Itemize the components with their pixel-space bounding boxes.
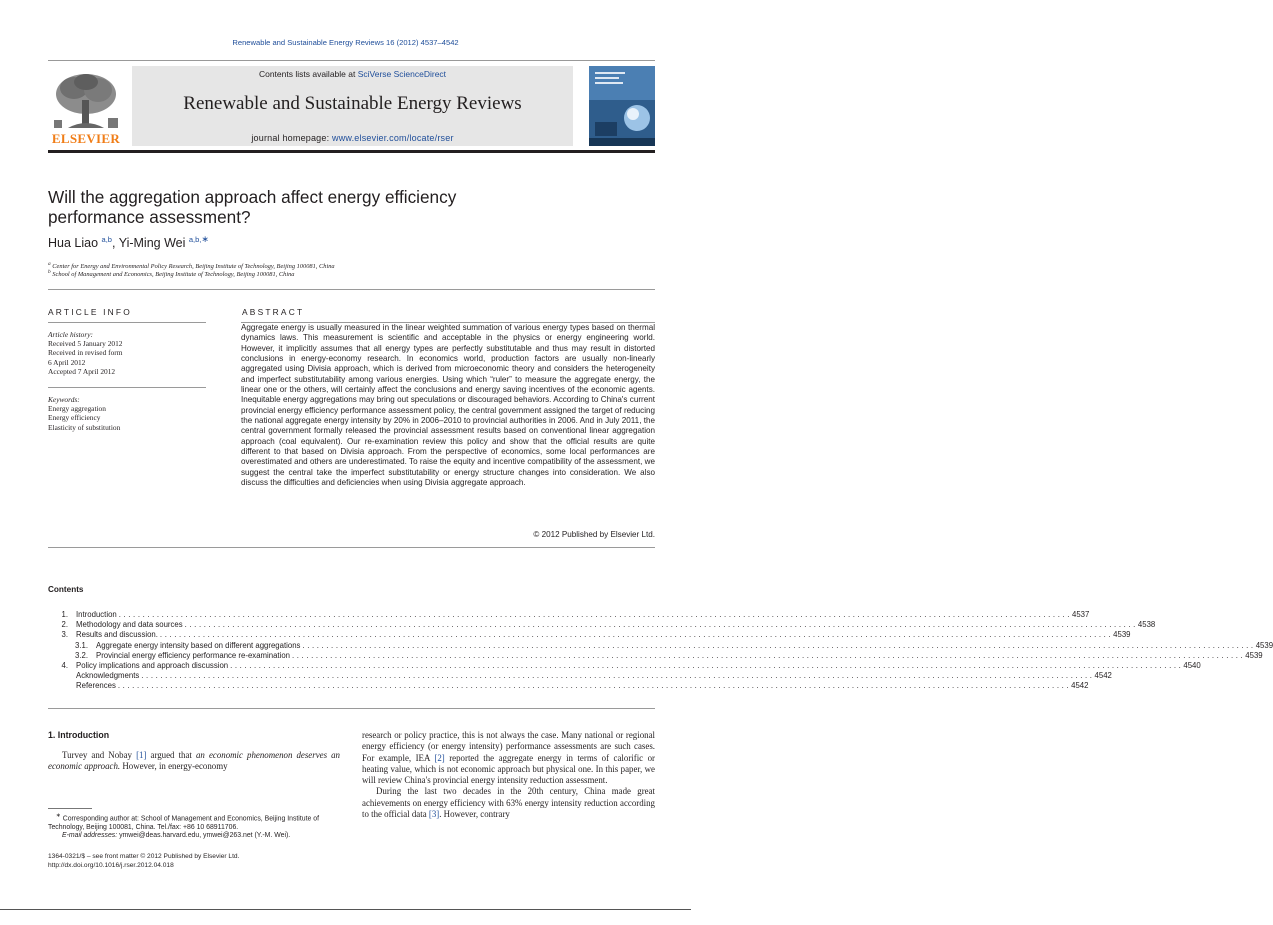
toc-page-number[interactable]: 4539 — [1113, 630, 1131, 640]
body-text: argued that — [146, 750, 196, 760]
toc-title[interactable]: Acknowledgments — [76, 671, 140, 681]
body-text: However, in energy-economy — [120, 761, 228, 772]
journal-homepage-line — [132, 133, 573, 143]
elsevier-wordmark: ELSEVIER — [51, 131, 121, 146]
author-wei[interactable]: Yi-Ming Wei — [118, 236, 186, 251]
footnote-email-label: E-mail addresses: — [62, 832, 118, 840]
abstract-text: Aggregate energy is usually measured in the linear weighted summation of various energy types based on thermal dynamics laws. This measurement is scientific and acceptable in the physics or energy engineering world. However, it implicitly assumes that all energy types are perfectly substitutable and thus may result in distorted conclusions in energy-economy research. In economics world, production factors are usually non-linearly aggregated using Divisia approach, which is derived from microeconomic theory and considers the heterogeneity and imperfect substitutability among various energies. Using which “ruler” to measure the aggregate energy, the linear one or the others, will certainly affect the conclusions and energy saving incentives of the economic agents. Inequitable energy aggregations may bring out speculations or discouraged behaviors. According to China's current provincial energy efficiency performance assessment policy, the central government assigned the target of reducing the national aggregate energy intensity by 20% in 2006–2010 to provincial authorities in 2006. And in July 2011, the central government formally released the provincial assessment results based on conventional linear aggregation approach (coal equivalent). Our re-examination review this policy and show that the official results are quite different to that based on Divisia approach. From the perspective of economics, some local performances are overestimated and others are underestimated. To raise the equity and incentive compatibility of the assessment, we suggest the central take the imperfect substitutability or energy structure changes into consideration. We also discuss the difficulties and deficiencies when using Divisia aggregate approach. — [241, 323, 655, 488]
toc-leader-dots: ........................................................................................................................................................................................................ — [117, 681, 1072, 691]
toc-title[interactable]: Aggregate energy intensity based on different aggregations — [96, 640, 301, 650]
affiliation-b-mark: b — [48, 269, 51, 275]
keyword-item: Energy efficiency — [48, 413, 101, 423]
history-item: Received 5 January 2012 — [48, 339, 123, 349]
toc-row[interactable] — [48, 650, 1263, 661]
toc-title[interactable]: References — [76, 681, 116, 691]
history-item: Received in revised form — [48, 348, 123, 358]
toc-row[interactable] — [48, 640, 1273, 651]
toc-row[interactable] — [48, 671, 1112, 681]
toc-leader-dots: ........................................................................................................................................................................................................ — [159, 630, 1114, 640]
toc-page-number[interactable]: 4539 — [1245, 650, 1263, 660]
article-info-heading: ARTICLE INFO — [48, 307, 132, 317]
toc-page-number[interactable]: 4539 — [1255, 640, 1273, 650]
reference-link[interactable]: [1] — [136, 750, 147, 760]
affiliation-a-text: Center for Energy and Environmental Policy Research, Beijing Institute of Technology, Beijing 100081, China — [52, 263, 335, 271]
issn-line: 1364-0321/$ – see front matter © 2012 Published by Elsevier Ltd. — [48, 853, 240, 860]
toc-number: 4. — [61, 660, 68, 670]
toc-row[interactable] — [48, 610, 1090, 620]
author-separator: , — [111, 236, 119, 251]
body-text: . However, contrary — [439, 809, 510, 820]
toc-row[interactable] — [48, 630, 1131, 640]
section-heading-introduction: 1. Introduction — [48, 730, 110, 740]
toc-title[interactable]: Results and discussion. — [76, 630, 158, 640]
toc-leader-dots: ........................................................................................................................................................................................................ — [302, 640, 1256, 650]
contents-bottom-rule — [48, 708, 655, 709]
footnote-star: ∗ — [56, 813, 61, 819]
abstract-bottom-rule — [48, 547, 655, 548]
journal-name: Renewable and Sustainable Energy Reviews — [183, 93, 522, 114]
table-of-contents — [48, 610, 1273, 692]
body-text: reported the aggregate energy in terms of calorific or heating value, which is not economic approach but physical one. In this paper, we will review China's provincial energy intensity reduction assessment. — [362, 752, 655, 786]
footnote-corresponding: Corresponding author at: School of Management and Economics, Beijing Institute of Technology, Beijing 100081, China. Tel./fax: +86 10 68911706. — [48, 815, 319, 831]
body-column-right — [362, 730, 655, 820]
toc-title[interactable]: Introduction — [76, 610, 117, 619]
toc-page-number[interactable]: 4542 — [1071, 681, 1089, 691]
keywords-rule — [48, 387, 206, 388]
author1-affiliation-mark[interactable]: a,b — [101, 235, 112, 244]
body-text: Turvey and Nobay — [62, 750, 137, 760]
toc-page-number[interactable]: 4542 — [1094, 671, 1112, 681]
toc-row[interactable] — [48, 620, 1156, 630]
body-text: During the last two decades in the 20th century, China made great achievements on energy efficiency with 63% energy intensity reduction according to the official data — [362, 786, 655, 820]
toc-number: 3.2. — [74, 650, 88, 660]
reference-link[interactable]: [2] — [434, 752, 445, 763]
keywords — [48, 395, 208, 432]
author2-affiliation-mark[interactable]: a,b, — [188, 235, 202, 244]
body-column-left — [48, 750, 340, 773]
toc-page-number[interactable]: 4538 — [1137, 620, 1156, 630]
front-matter-info — [48, 853, 239, 870]
article-title: Will the aggregation approach affect energy efficiency performance assessment? — [48, 187, 457, 227]
article-info-rule — [48, 322, 206, 323]
toc-title[interactable]: Methodology and data sources — [76, 620, 183, 630]
homepage-link[interactable]: www.elsevier.com/locate/rser — [332, 133, 454, 143]
homepage-prefix: journal homepage: — [251, 133, 332, 143]
toc-title[interactable]: Provincial energy efficiency performance re-examination — [96, 650, 291, 660]
toc-number: 2. — [61, 620, 68, 630]
affiliation-b-text: School of Management and Economics, Beijing Institute of Technology, Beijing 100081, China — [52, 271, 295, 279]
toc-page-number[interactable]: 4540 — [1183, 660, 1201, 670]
affiliation-a-mark: a — [48, 261, 51, 267]
reference-link[interactable]: [3] — [428, 809, 440, 820]
toc-number: 3.1. — [74, 640, 88, 650]
contents-available-line — [132, 69, 573, 79]
abstract-copyright: © 2012 Published by Elsevier Ltd. — [533, 530, 655, 539]
corresponding-author-footnote — [48, 812, 340, 841]
corresponding-author-star[interactable]: ∗ — [201, 234, 209, 244]
page-bottom-rule — [0, 909, 691, 910]
history-item: 6 April 2012 — [48, 357, 86, 367]
keyword-item: Elasticity of substitution — [48, 422, 121, 432]
toc-number: 3. — [61, 630, 68, 640]
affiliation-b — [48, 269, 295, 278]
header-rule — [48, 60, 655, 61]
body-text: research or policy practice, this is not always the case. Many national or regional energy efficiency (or energy intensity) performance assessments are such cases. For example, IEA — [362, 730, 655, 763]
toc-leader-dots: ........................................................................................................................................................................................................ — [230, 660, 1184, 670]
history-item: Accepted 7 April 2012 — [48, 366, 116, 376]
toc-leader-dots: ........................................................................................................................................................................................................ — [292, 650, 1246, 660]
toc-number: 1. — [61, 610, 68, 619]
toc-leader-dots: ........................................................................................................................................................................................................ — [141, 671, 1095, 681]
contents-prefix: Contents lists available at — [258, 69, 358, 79]
keyword-item: Energy aggregation — [48, 404, 106, 414]
header-thick-rule — [48, 150, 655, 153]
toc-row[interactable] — [48, 660, 1201, 671]
toc-title[interactable]: Policy implications and approach discussion — [76, 660, 229, 670]
front-matter-rule — [48, 289, 655, 290]
toc-row[interactable] — [48, 681, 1089, 691]
contents-heading: Contents — [48, 585, 84, 594]
journal-citation[interactable]: Renewable and Sustainable Energy Reviews 16 (2012) 4537–4542 — [232, 38, 459, 47]
toc-leader-dots: ........................................................................................................................................................................................................ — [118, 610, 1072, 619]
sciencedirect-link[interactable]: SciVerse ScienceDirect — [357, 69, 447, 79]
footnote-emails[interactable]: ymwei@deas.harvard.edu, ymwei@263.net (Y.-M. Wei). — [117, 832, 291, 840]
keywords-label: Keywords: — [48, 395, 80, 404]
toc-leader-dots: ........................................................................................................................................................................................................ — [184, 620, 1138, 630]
body-italic-text: an economic phenomenon deserves an economic approach. — [48, 750, 340, 772]
history-label: Article history: — [48, 330, 93, 339]
toc-page-number[interactable]: 4537 — [1072, 610, 1090, 619]
author-liao[interactable]: Hua Liao — [48, 236, 99, 251]
article-history — [48, 330, 208, 376]
abstract-heading: ABSTRACT — [242, 307, 305, 317]
doi-link[interactable]: http://dx.doi.org/10.1016/j.rser.2012.04.018 — [48, 861, 174, 869]
footnote-rule — [48, 808, 92, 809]
journal-cover-icon — [589, 66, 655, 146]
author-list — [48, 234, 209, 250]
